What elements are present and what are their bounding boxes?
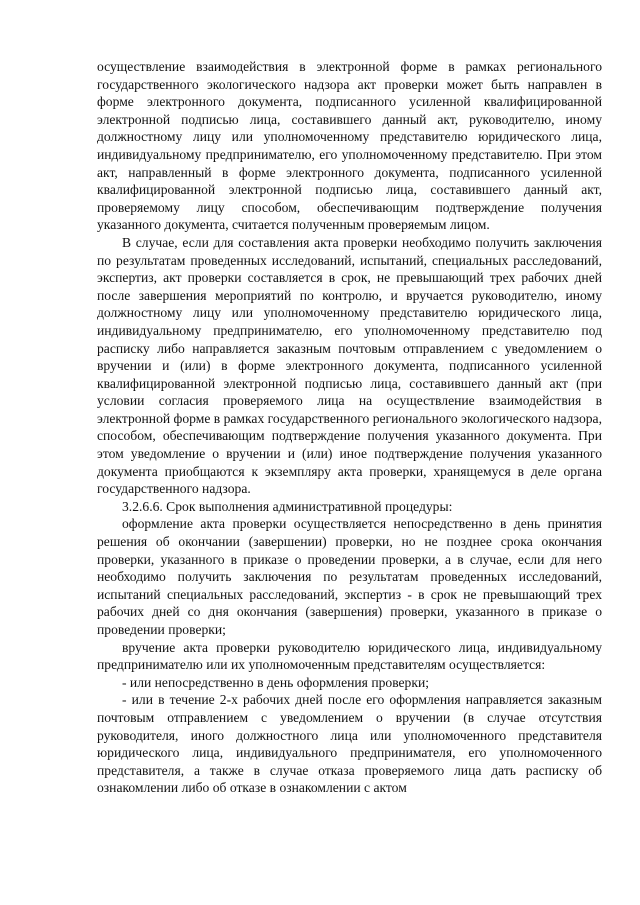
paragraph-act-preparation-term: оформление акта проверки осуществляется непосредственно в день принятия решения об окончании (завершении) проверки, но не позднее срока окончания проверки, указанного в приказе о проведении проверки, а в случае, если для него необходимо получить заключения по результатам проведенных исследований, испытаний специальных расследований, экспертиз - в срок не превышающий трех рабочих дней со дня окончания (завершения) проверки, указанного в приказе о проведении проверки; [97,516,602,637]
paragraph-expert-conclusions: В случае, если для составления акта проверки необходимо получить заключения по результатам проведенных исследований, испытаний, специальных расследований, экспертиз, акт проверки составляется в срок, не превышающий трех рабочих дней после завершения мероприятий по контролю, и вручается руководителю, иному должностному лицу или уполномоченному представителю юридического лица, индивидуальному предпринимателю, его уполномоченному представителю под расписку либо направляется заказным почтовым отправлением с уведомлением о вручении и (или) в форме электронного документа, подписанного усиленной квалифицированной электронной подписью лица, составившего данный акт (при условии согласия проверяемого лица на осуществление взаимодействия в электронной форме в рамках государственного регионального экологического надзора, способом, обеспечивающим подтверждение получения указанного документа. При этом уведомление о вручении и (или) иное подтверждение получения указанного документа приобщаются к экземпляру акта проверки, хранящемуся в деле органа государственного надзора. [97,234,602,497]
list-item-same-day: - или непосредственно в день оформления проверки; [122,674,430,690]
section-heading-procedure-term: 3.2.6.6. Срок выполнения административной процедуры: [122,498,453,514]
list-item-mail-delivery: - или в течение 2-х рабочих дней после его оформления направляется заказным почтовым отправлением с уведомлением о вручении (в случае отсутствия руководителя, иного должностного лица или уполномоченного представителя юридического лица, индивидуального предпринимателя, его уполномоченного представителя, а также в случае отказа проверяемого лица дать расписку об ознакомлении либо об отказе в ознакомлении с актом [97,692,602,796]
paragraph-electronic-delivery: осуществление взаимодействия в электронной форме в рамках регионального государственного экологического надзора акт проверки может быть направлен в форме электронного документа, подписанного усиленной квалифицированной электронной подписью лица, составившего данный акт, руководителю, иному должностному лицу или уполномоченному представителю юридического лица, индивидуальному предпринимателю, его уполномоченному представителю. При этом акт, направленный в форме электронного документа, подписанного усиленной квалифицированной электронной подписью лица, составившего данный акт, проверяемому лицу способом, обеспечивающим подтверждение получения указанного документа, считается полученным проверяемым лицом. [97,59,602,233]
document-page [97,58,602,797]
paragraph-act-delivery-term: вручение акта проверки руководителю юридического лица, индивидуальному предпринимателю или их уполномоченным представителям осуществляется: [97,639,602,673]
